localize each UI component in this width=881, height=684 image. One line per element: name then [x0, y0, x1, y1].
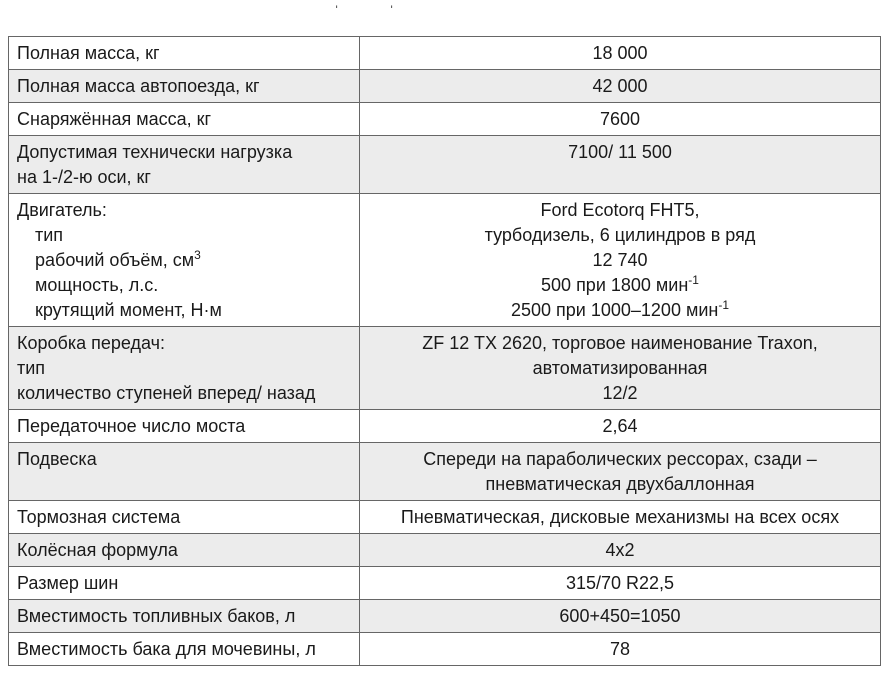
param-line: крутящий момент, Н·м — [35, 300, 222, 320]
top-mark: ˈ — [389, 4, 395, 21]
param-cell: Размер шин — [9, 567, 360, 600]
table-row — [9, 501, 881, 534]
value-cell: 4x2 — [360, 534, 881, 567]
value-line: 12 740 — [592, 250, 648, 270]
param-line: тип — [35, 225, 64, 245]
spec-table — [8, 36, 881, 666]
table-row — [9, 136, 881, 194]
value-cell: 315/70 R22,5 — [360, 567, 881, 600]
param-cell: Подвеска — [9, 443, 360, 501]
table-row — [9, 443, 881, 501]
param-cell: Передаточное число моста — [9, 410, 360, 443]
value-cell — [360, 194, 881, 327]
value-cell: 7600 — [360, 103, 881, 136]
param-line: Двигатель: — [17, 200, 107, 220]
superscript: -1 — [688, 273, 699, 287]
table-row — [9, 37, 881, 70]
value-cell: 18 000 — [360, 37, 881, 70]
param-cell: Снаряжённая масса, кг — [9, 103, 360, 136]
table-row — [9, 103, 881, 136]
value-line: Ford Ecotorq FHT5, — [540, 200, 700, 220]
value-cell: 78 — [360, 633, 881, 666]
superscript: 3 — [194, 248, 201, 262]
table-row — [9, 70, 881, 103]
table-row — [9, 410, 881, 443]
value-line: ZF 12 TX 2620, торговое наименование Traxon, — [422, 333, 818, 353]
param-line: тип — [17, 358, 46, 378]
param-line: мощность, л.с. — [35, 275, 159, 295]
value-cell — [360, 327, 881, 410]
param-line: Коробка передач: — [17, 333, 165, 353]
param-line: на 1-/2-ю оси, кг — [17, 167, 151, 187]
value-cell: 42 000 — [360, 70, 881, 103]
value-cell: Пневматическая, дисковые механизмы на всех осях — [360, 501, 881, 534]
table-row — [9, 194, 881, 327]
table-row — [9, 327, 881, 410]
param-line: количество ступеней вперед/ назад — [17, 383, 316, 403]
param-cell: Вместимость бака для мочевины, л — [9, 633, 360, 666]
param-cell — [9, 136, 360, 194]
value-line-text: 500 при 1800 мин — [541, 275, 689, 295]
table-row — [9, 600, 881, 633]
value-line — [368, 273, 872, 298]
param-cell: Колёсная формула — [9, 534, 360, 567]
value-line: 12/2 — [602, 383, 638, 403]
value-line: турбодизель, 6 цилиндров в ряд — [484, 225, 756, 245]
value-line — [368, 298, 872, 323]
param-cell — [9, 194, 360, 327]
param-cell: Полная масса автопоезда, кг — [9, 70, 360, 103]
value-cell: 600+450=1050 — [360, 600, 881, 633]
param-line — [17, 248, 351, 273]
table-row — [9, 567, 881, 600]
param-line-text: рабочий объём, см — [35, 250, 195, 270]
param-cell — [9, 327, 360, 410]
top-mark: ˈ — [334, 4, 340, 21]
value-line-text: 2500 при 1000–1200 мин — [511, 300, 719, 320]
table-row — [9, 534, 881, 567]
param-cell: Полная масса, кг — [9, 37, 360, 70]
value-cell: 2,64 — [360, 410, 881, 443]
value-line: пневматическая двухбаллонная — [485, 474, 755, 494]
param-cell: Тормозная система — [9, 501, 360, 534]
param-cell: Вместимость топливных баков, л — [9, 600, 360, 633]
value-cell — [360, 443, 881, 501]
table-row — [9, 633, 881, 666]
value-line: автоматизированная — [532, 358, 708, 378]
value-cell: 7100/ 11 500 — [360, 136, 881, 194]
value-line: Спереди на параболических рессорах, сзади – — [423, 449, 817, 469]
param-line: Допустимая технически нагрузка — [17, 142, 293, 162]
superscript: -1 — [718, 298, 729, 312]
